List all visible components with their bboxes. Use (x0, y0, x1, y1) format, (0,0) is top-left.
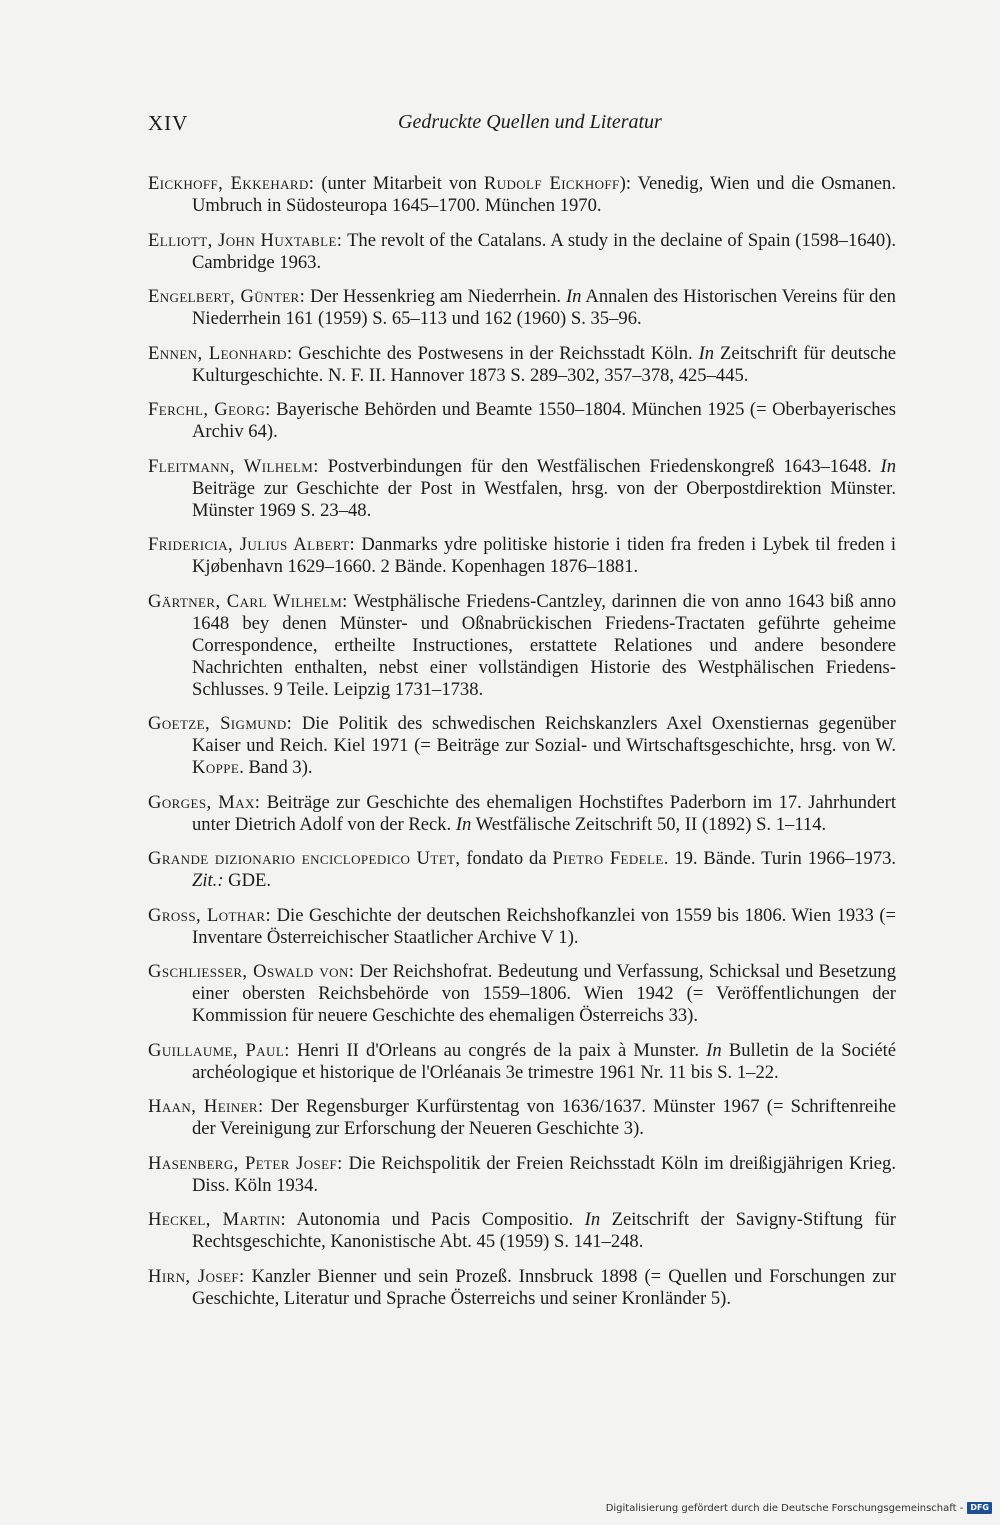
entry-text: Bulletin de la Société archéologique et historique de l'Orléanais 3e trimestre 1961 Nr. 11 bis S. 1–22. (192, 1039, 897, 1083)
entry-text: Die Reichspolitik der Freien Reichsstadt Köln im dreißigjährigen Krieg. Diss. Köln 1934. (192, 1152, 896, 1196)
entry-text: Westfälische Zeitschrift 50, II (1892) S. 1–114. (471, 813, 827, 835)
entry-text: . Band 3). (239, 757, 313, 778)
entry-text: Postverbindungen für den Westfälischen Friedenskongreß 1643–1648. (318, 455, 881, 477)
bibliography-entry (148, 534, 896, 578)
bibliography-entry (148, 1040, 896, 1084)
entry-author: Gärtner, Carl Wilhelm: (148, 590, 348, 612)
bibliography-entry (148, 1266, 896, 1310)
entry-secondary-author: Pietro Fedele (552, 848, 664, 869)
running-title: Gedruckte Quellen und Literatur (398, 111, 662, 133)
bibliography-entry (148, 230, 896, 274)
entry-text: Westphälische Friedens-Cantzley, darinnen die von anno 1643 biß anno 1648 bey denen Münster- und Oßnabrückischen Friedens-Tractaten geführte geheime Correspondence, ertheilte Instructiones, erstattete Relationes und andere besondere Nachrichten enthalten, nebst einer vollständigen Historie des Westphälischen Friedens-Schlusses. 9 Teile. Leipzig 1731–1738. (192, 590, 897, 700)
entry-text: Autonomia und Pacis Compositio. (286, 1209, 585, 1230)
bibliography-entry (148, 456, 896, 522)
entry-in-marker: In (706, 1039, 722, 1061)
entry-text: ): Venedig, Wien und die Osmanen. Umbruch in Südosteuropa 1645–1700. München 1970. (192, 173, 896, 216)
entry-author: Eickhoff, Ekkehard: (148, 173, 315, 194)
bibliography-entry (148, 286, 896, 330)
dfg-logo: DFG (967, 1502, 992, 1514)
entry-in-marker: In (698, 342, 715, 364)
bibliography-entry (148, 1096, 896, 1140)
bibliography-entry (148, 848, 896, 892)
entry-text: Der Reichshofrat. Bedeutung und Verfassung, Schicksal und Besetzung einer obersten Reichsbehörde von 1559–1806. Wien 1942 (= Veröffentlichungen der Kommission für neuere Geschichte des ehemaligen Österreichs 33). (192, 961, 896, 1026)
entry-author: Fleitmann, Wilhelm: (148, 455, 319, 477)
bibliography-entry (148, 713, 896, 779)
bibliography-entry (148, 173, 896, 217)
entry-text: Die Geschichte der deutschen Reichshofkanzlei von 1559 bis 1806. Wien 1933 (= Inventare Österreichischer Staatlicher Archive V 1). (192, 904, 896, 948)
entry-text: Der Hessenkrieg am Niederrhein. (305, 286, 566, 307)
entry-author: Fridericia, Julius Albert: (148, 534, 356, 555)
bibliography-entry (148, 343, 896, 387)
entry-author: Gorges, Max: (148, 791, 261, 813)
entry-in-marker: In (880, 455, 897, 477)
entry-text: GDE. (223, 870, 272, 891)
entry-text: Zeitschrift für deutsche Kulturgeschichte. N. F. II. Hannover 1873 S. 289–302, 357–378, 425–445. (192, 342, 896, 386)
entry-author: Engelbert, Günter: (148, 286, 306, 307)
entry-author: Gschliesser, Oswald von: (148, 961, 355, 982)
entry-author: Goetze, Sigmund: (148, 713, 293, 734)
bibliography-entry (148, 1209, 896, 1253)
entry-text: (unter Mitarbeit von (314, 173, 484, 194)
bibliography-entry (148, 1153, 896, 1197)
entry-author: Haan, Heiner: (148, 1096, 264, 1117)
entry-text: Zeitschrift der Savigny-Stiftung für Rechtsgeschichte, Kanonistische Abt. 45 (1959) S. 141–248. (192, 1209, 896, 1252)
entry-text: Henri II d'Orleans au congrés de la paix à Munster. (289, 1039, 707, 1061)
entry-in-marker: In (584, 1209, 601, 1230)
entry-text: The revolt of the Catalans. A study in the declaine of Spain (1598–1640). Cambridge 1963. (192, 229, 896, 273)
bibliography-entry (148, 961, 896, 1027)
entry-text: Danmarks ydre politiske historie i tiden fra freden i Lybek til freden i Kjøbenhavn 1629–1660. 2 Bände. Kopenhagen 1876–1881. (192, 534, 896, 577)
entry-text: Kanzler Bienner und sein Prozeß. Innsbruck 1898 (= Quellen und Forschungen zur Geschichte, Literatur und Sprache Österreichs und seiner Kronländer 5). (192, 1265, 896, 1309)
entry-author: Gross, Lothar: (148, 904, 272, 926)
entry-author: Guillaume, Paul: (148, 1039, 290, 1061)
entry-author: Grande dizionario enciclopedico Utet, (148, 848, 461, 869)
entry-text: Geschichte des Postwesens in der Reichsstadt Köln. (292, 342, 699, 364)
entry-secondary-author: Koppe (192, 757, 240, 778)
entry-text: Beiträge zur Geschichte der Post in Westfalen, hrsg. von der Oberpostdirektion Münster. Münster 1969 S. 23–48. (192, 477, 896, 521)
entry-author: Hirn, Josef: (148, 1265, 245, 1287)
entry-in-marker: In (455, 813, 472, 835)
entry-author: Heckel, Martin: (148, 1209, 287, 1230)
entry-author: Hasenberg, Peter Josef: (148, 1152, 343, 1174)
digitization-credit (606, 1501, 992, 1515)
entry-secondary-author: Rudolf Eickhoff (483, 173, 620, 194)
entry-text: fondato da (460, 848, 553, 869)
bibliography-list (148, 173, 896, 1322)
entry-in-marker: In (565, 286, 582, 307)
entry-text: Beiträge zur Geschichte des ehemaligen Hochstiftes Paderborn im 17. Jahrhundert unter Dietrich Adolf von der Reck. (192, 791, 896, 835)
bibliography-entry (148, 399, 896, 443)
entry-author: Ennen, Leonhard: (148, 342, 293, 364)
entry-text: Annalen des Historischen Vereins für den Niederrhein 161 (1959) S. 65–113 und 162 (1960) S. 35–96. (192, 286, 896, 329)
entry-text: Die Politik des schwedischen Reichskanzlers Axel Oxenstiernas gegenüber Kaiser und Reich. Kiel 1971 (= Beiträge zur Sozial- und Wirtschaftsgeschichte, hrsg. von W. (192, 713, 896, 756)
entry-text: Der Regensburger Kurfürstentag von 1636/1637. Münster 1967 (= Schriftenreihe der Vereinigung zur Erforschung der Neueren Geschichte 3). (192, 1096, 896, 1139)
entry-text: . 19. Bände. Turin 1966–1973. (663, 848, 897, 869)
bibliography-entry (148, 591, 896, 701)
bibliography-entry (148, 792, 896, 836)
bibliography-entry (148, 905, 896, 949)
entry-author: Elliott, John Huxtable: (148, 229, 343, 251)
entry-abbreviation-marker: Zit.: (192, 870, 224, 891)
entry-author: Ferchl, Georg: (148, 399, 271, 420)
page-header (148, 111, 896, 141)
credit-text: Digitalisierung gefördert durch die Deutsche Forschungsgemeinschaft - (605, 1502, 964, 1514)
page-number: XIV (148, 111, 189, 135)
entry-text: Bayerische Behörden und Beamte 1550–1804. München 1925 (= Oberbayerisches Archiv 64). (192, 399, 896, 442)
